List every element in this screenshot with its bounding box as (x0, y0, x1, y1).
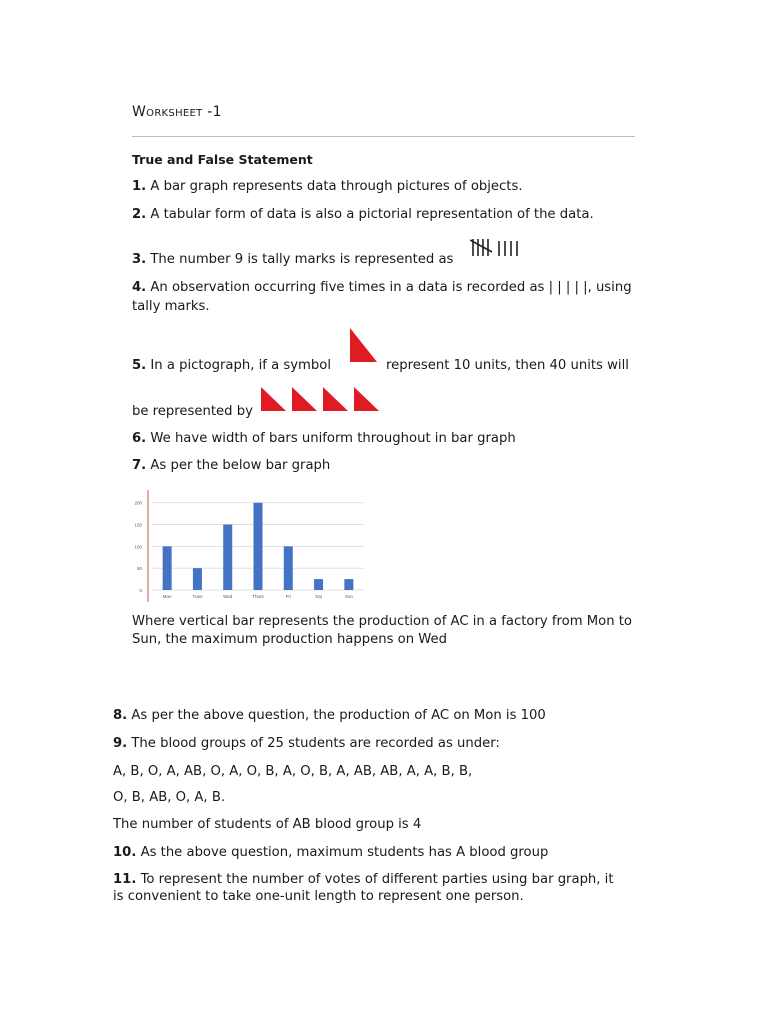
question-text: As per the above question, the production of AC on Mon is 100 (127, 708, 546, 723)
question-7 (132, 457, 330, 474)
tally-marks-nine (470, 236, 550, 260)
question-text: As the above question, maximum students has A blood group (136, 845, 549, 860)
question-number: 3. (132, 252, 147, 267)
question-number: 2. (132, 207, 147, 222)
question-text: A bar graph represents data through pictures of objects. (146, 179, 523, 194)
question-number: 8. (113, 708, 128, 723)
question-number: 10. (113, 845, 137, 860)
chart-x-tick-label: Sun (344, 594, 353, 599)
question-9-statement: The number of students of AB blood group is 4 (113, 817, 422, 832)
question-11 (113, 871, 614, 888)
chart-x-tick-label: Fri (285, 594, 291, 599)
question-number: 1. (132, 179, 147, 194)
pictograph-four-symbols (258, 385, 384, 413)
question-number: 7. (132, 458, 147, 473)
question-text: In a pictograph, if a symbol (146, 358, 331, 373)
worksheet-title: Worksheet -1 (132, 104, 222, 120)
question-text: The number 9 is tally marks is represented as (146, 252, 454, 267)
title-divider (132, 136, 635, 137)
question-text: An observation occurring five times in a data is recorded as | | | | |, using (146, 280, 632, 295)
chart-bar-sun (344, 579, 353, 590)
question-5-text-b: represent 10 units, then 40 units will (386, 358, 629, 373)
chart-bar-thurs (254, 503, 263, 590)
chart-y-tick-label: 0 (139, 588, 142, 593)
question-7-after-2: Sun, the maximum production happens on Wed (132, 632, 448, 647)
chart-y-tick-label: 50 (136, 566, 142, 572)
chart-y-tick-label: 200 (134, 500, 142, 506)
chart-bar-tues (193, 568, 202, 590)
question-5 (132, 357, 331, 374)
chart-bar-fri (284, 546, 293, 590)
chart-x-tick-label: Mon (162, 594, 172, 599)
question-number: 9. (113, 736, 128, 751)
question-number: 5. (132, 358, 147, 373)
question-4-cont: tally marks. (132, 299, 210, 314)
chart-bar-sat (314, 579, 323, 590)
chart-x-tick-label: Sat (315, 594, 322, 599)
pictograph-symbol-icon (347, 326, 379, 364)
question-9-data-1: A, B, O, A, AB, O, A, O, B, A, O, B, A, AB, AB, A, A, B, B, (113, 764, 473, 779)
question-number: 6. (132, 431, 147, 446)
question-9 (113, 735, 500, 752)
chart-x-tick-label: Wed (223, 594, 233, 599)
question-3 (132, 251, 453, 268)
question-8 (113, 707, 546, 724)
chart-y-tick-label: 150 (134, 522, 142, 528)
question-6 (132, 430, 516, 447)
question-4 (132, 279, 632, 296)
chart-y-tick-label: 100 (134, 544, 142, 550)
question-text: The blood groups of 25 students are recorded as under: (127, 736, 500, 751)
question-number: 4. (132, 280, 147, 295)
question-text: A tabular form of data is also a pictorial representation of the data. (146, 207, 594, 222)
question-9-data-2: O, B, AB, O, A, B. (113, 790, 226, 805)
question-7-after-1: Where vertical bar represents the production of AC in a factory from Mon to (132, 614, 632, 629)
question-2 (132, 206, 594, 223)
bar-chart (120, 486, 370, 606)
chart-x-tick-label: Tues (192, 594, 203, 599)
chart-bar-mon (163, 546, 172, 590)
question-10 (113, 844, 548, 861)
question-11-cont: is convenient to take one-unit length to represent one person. (113, 889, 524, 904)
chart-x-tick-label: Thurs (252, 594, 264, 599)
question-text: As per the below bar graph (146, 458, 331, 473)
question-number: 11. (113, 872, 137, 887)
question-1 (132, 178, 523, 195)
section-heading: True and False Statement (132, 152, 313, 167)
question-text: To represent the number of votes of different parties using bar graph, it (136, 872, 614, 887)
question-5-text-c: be represented by (132, 404, 253, 419)
chart-bar-wed (223, 525, 232, 590)
question-text: We have width of bars uniform throughout in bar graph (146, 431, 516, 446)
